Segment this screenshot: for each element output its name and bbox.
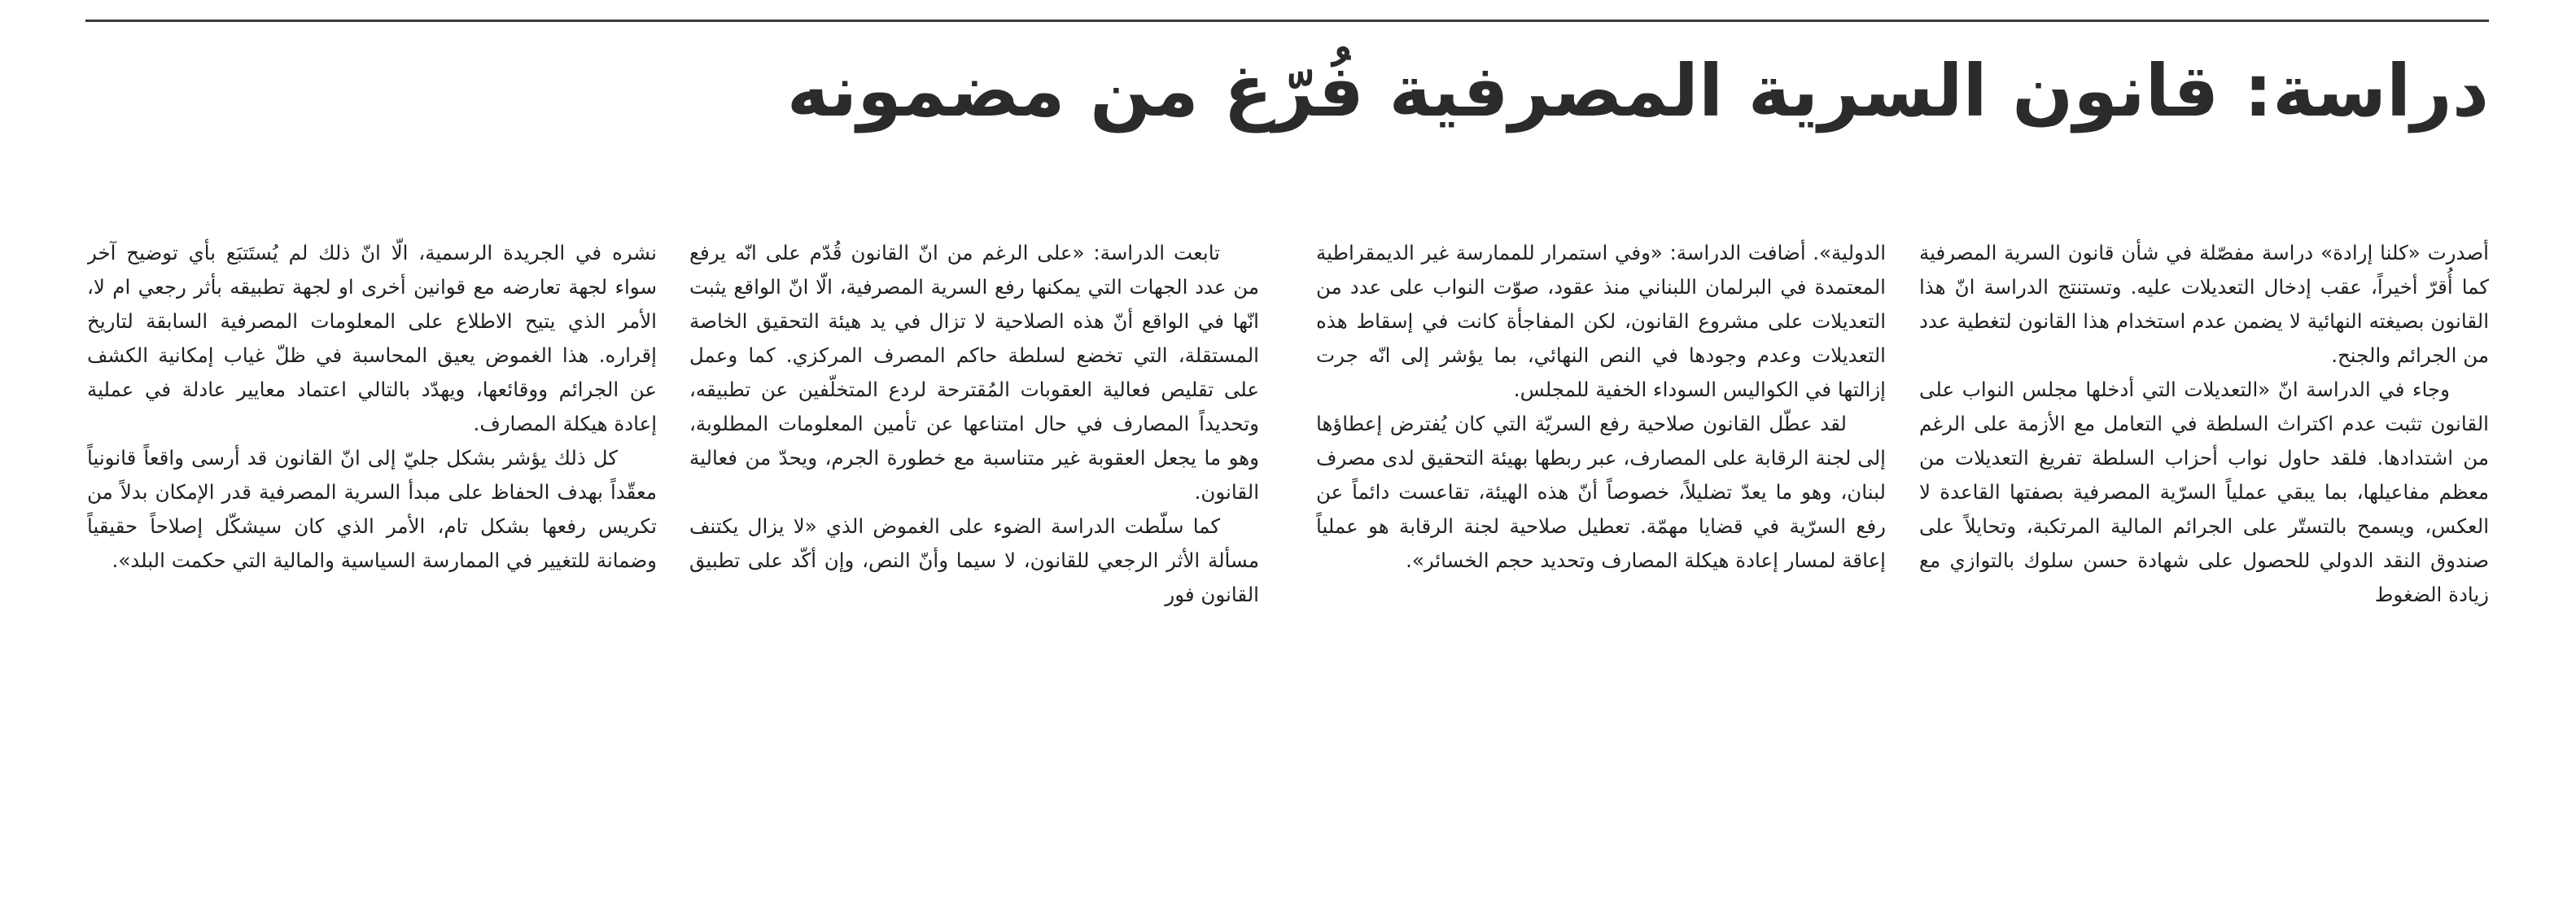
paragraph: لقد عطّل القانون صلاحية رفع السريّة التي كان يُفترض إعطاؤها إلى لجنة الرقابة على المصارف، عبر ربطها بهيئة التحقيق لدى مصرف لبنان، وهو ما يعدّ تضليلاً، خصوصاً أنّ هذه الهيئة، تقاعست دائماً عن رفع السرّية في قضايا مهمّة. تعطيل صلاحية لجنة الرقابة هو عملياً إعاقة لمسار إعادة هيكلة المصارف وتحديد حجم الخسائر». [1316, 412, 1886, 572]
article-column-3 [689, 236, 1259, 830]
paragraph: أصدرت «كلنا إرادة» دراسة مفصّلة في شأن قانون السرية المصرفية كما أُقرّ أخيراً، عقب إدخال التعديلات عليه. وتستنتج الدراسة انّ هذا القانون بصيغته النهائية لا يضمن عدم استخدام هذا القانون لتغطية عدد من الجرائم والجنح. [1919, 241, 2489, 367]
article-column-2 [1316, 236, 1886, 830]
paragraph: وجاء في الدراسة انّ «التعديلات التي أدخلها مجلس النواب على القانون تثبت عدم اكتراث السلطة في التعامل مع الأزمة على الرغم من اشتدادها. فلقد حاول نواب أحزاب السلطة تفريغ التعديلات من معظم مفاعيلها، بما يبقي عملياً السرّية المصرفية بصفتها القاعدة لا العكس، ويسمح بالتستّر على الجرائم المالية المرتكبة، وتحايلاً على صندوق النقد الدولي للحصول على شهادة حسن سلوك بالتوازي مع زيادة الضغوط [1919, 378, 2489, 606]
headline: دراسة: قانون السرية المصرفية فُرّغ من مضمونه [786, 49, 2489, 133]
paragraph: نشره في الجريدة الرسمية، الّا انّ ذلك لم يُستَتبَع بأي توضيح آخر سواء لجهة تعارضه مع قوانين أخرى او لجهة تطبيقه بأثر رجعي ام لا، الأمر الذي يتيح الاطلاع على المعلومات المصرفية السابقة لتاريخ إقراره. هذا الغموض يعيق المحاسبة في ظلّ غياب إمكانية الكشف عن الجرائم ووقائعها، ويهدّد بالتالي اعتماد معايير عادلة في عملية إعادة هيكلة المصارف. [87, 241, 657, 435]
article-column-1 [1919, 236, 2489, 830]
paragraph: الدولية». أضافت الدراسة: «وفي استمرار للممارسة غير الديمقراطية المعتمدة في البرلمان اللبناني منذ عقود، صوّت النواب على عدد من التعديلات على مشروع القانون، لكن المفاجأة كانت في إسقاط هذه التعديلات وعدم وجودها في النص النهائي، بما يؤشر إلى انّه جرت إزالتها في الكواليس السوداء الخفية للمجلس. [1316, 241, 1886, 401]
paragraph: كل ذلك يؤشر بشكل جليّ إلى انّ القانون قد أرسى واقعاً قانونياً معقّداً بهدف الحفاظ على مبدأ السرية المصرفية قدر الإمكان بدلاً من تكريس رفعها بشكل تام، الأمر الذي كان سيشكّل إصلاحاً حقيقياً وضمانة للتغيير في الممارسة السياسية والمالية التي حكمت البلد». [87, 446, 657, 572]
top-rule [85, 20, 2489, 22]
paragraph: تابعت الدراسة: «على الرغم من انّ القانون قُدّم على انّه يرفع من عدد الجهات التي يمكنها رفع السرية المصرفية، الّا انّ الواقع يثبت انّها في الواقع أنّ هذه الصلاحية لا تزال في يد هيئة التحقيق الخاصة المستقلة، التي تخضع لسلطة حاكم المصرف المركزي. كما وعمل على تقليص فعالية العقوبات المُقترحة لردع المتخلّفين عن تطبيقه، وتحديداً المصارف في حال امتناعها عن تأمين المعلومات المطلوبة، وهو ما يجعل العقوبة غير متناسبة مع خطورة الجرم، ويحدّ من فعالية القانون. [689, 241, 1259, 504]
article-column-4 [87, 236, 657, 830]
paragraph: كما سلّطت الدراسة الضوء على الغموض الذي «لا يزال يكتنف مسألة الأثر الرجعي للقانون، لا سيما وأنّ النص، وإن أكّد على تطبيق القانون فور [689, 514, 1259, 606]
